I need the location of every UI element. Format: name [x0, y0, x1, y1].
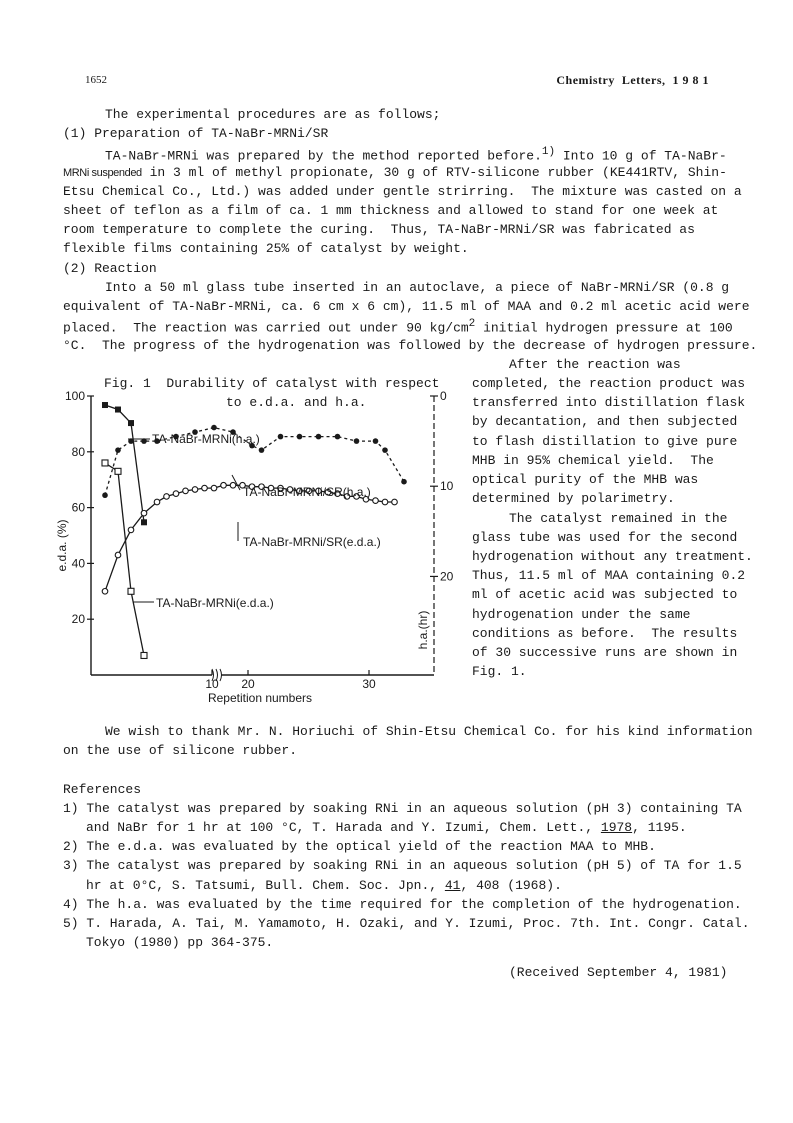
right-col-line: transferred into distillation flask [472, 395, 746, 410]
y-tick-label: 20 [71, 612, 85, 627]
figure-caption-line1: Fig. 1 Durability of catalyst with respect [104, 376, 440, 391]
right-col-line: of 30 successive runs are shown in [472, 645, 738, 660]
right-col-line: After the reaction was [509, 357, 681, 372]
p1-line5: room temperature to complete the curing. Thus, TA-NaBr-MRNi/SR was fabricated as [63, 222, 695, 237]
series-label: TA-NaBr-MRNi(h.a.) [152, 432, 260, 446]
right-col-line: The catalyst remained in the [509, 511, 728, 526]
data-point [354, 438, 360, 444]
data-point [259, 447, 265, 453]
y-tick-label: 100 [64, 389, 85, 403]
series-label: TA-NaBr-MRNi/SR(e.d.a.) [243, 535, 381, 549]
data-point [115, 447, 121, 453]
data-point [154, 499, 160, 505]
reference-2: 2) The e.d.a. was evaluated by the optical yield of the reaction MAA to MHB. [63, 839, 656, 854]
ack-line1: We wish to thank Mr. N. Horiuchi of Shin-Etsu Chemical Co. for his kind information [105, 724, 753, 739]
y-tick-label: 80 [71, 444, 85, 459]
data-point [115, 468, 121, 474]
reference-4: 4) The h.a. was evaluated by the time required for the completion of the hydrogenation. [63, 897, 742, 912]
right-col-line: ml of acetic acid was subjected to [472, 587, 738, 602]
reference-3-line2: hr at 0°C, S. Tatsumi, Bull. Chem. Soc. Jpn., 41, 408 (1968). [86, 878, 562, 893]
y2-axis-label: h.a.(hr) [416, 610, 430, 650]
data-point [211, 485, 217, 491]
reference-5-line2: Tokyo (1980) pp 364-375. [86, 935, 274, 950]
series-line [105, 405, 144, 522]
series-label: TA-NaBr-MRNi(e.d.a.) [156, 596, 274, 610]
right-col-line: optical purity of the MHB was [472, 472, 699, 487]
y-tick-label: 60 [71, 500, 85, 515]
data-point [173, 491, 179, 497]
chart-labels [55, 389, 454, 705]
data-point [373, 498, 379, 504]
reference-3-line1: 3) The catalyst was prepared by soaking RNi in an aqueous solution (pH 5) of TA for 1.5 [63, 858, 742, 873]
data-point [192, 487, 198, 493]
right-col-line: to flash distillation to give pure [472, 434, 738, 449]
data-point [316, 434, 322, 440]
right-col-line: by decantation, and then subjected [472, 414, 738, 429]
ack-line2: on the use of silicone rubber. [63, 743, 298, 758]
series-line [105, 463, 144, 656]
data-point [382, 499, 388, 505]
received-date: (Received September 4, 1981) [509, 965, 728, 980]
data-point [211, 425, 217, 431]
reference-1-line2: and NaBr for 1 hr at 100 °C, T. Harada and Y. Izumi, Chem. Lett., 1978, 1195. [86, 820, 687, 835]
data-point [115, 407, 121, 413]
y2-tick-label: 0 [440, 389, 447, 403]
right-col-line: hydrogenation without any treatment. [472, 549, 753, 564]
data-point [297, 434, 303, 440]
x-tick-label: 20 [241, 677, 255, 691]
data-point [230, 482, 236, 488]
y-tick-label: 40 [71, 556, 85, 571]
y2-tick-label: 10 [440, 479, 454, 494]
data-point [128, 527, 134, 533]
x-axis-label: Repetition numbers [207, 691, 313, 705]
data-point [102, 402, 108, 408]
p1-line4: sheet of teflon as a film of ca. 1 mm thickness and allowed to stand for one week at [63, 203, 719, 218]
p2-line4: °C. The progress of the hydrogenation was followed by the decrease of hydrogen pressure. [63, 338, 758, 353]
reference-1-line1: 1) The catalyst was prepared by soaking RNi in an aqueous solution (pH 3) containing TA [63, 801, 742, 816]
references-heading: References [63, 782, 142, 797]
data-point [401, 479, 407, 485]
data-point [141, 519, 147, 525]
data-point [164, 494, 170, 500]
data-point [335, 434, 341, 440]
right-col-line: completed, the reaction product was [472, 376, 746, 391]
p2-line2: equivalent of TA-NaBr-MRNi, ca. 6 cm x 6 cm), 11.5 ml of MAA and 0.2 ml acetic acid were [63, 299, 750, 314]
intro-line: The experimental procedures are as follows; [105, 107, 441, 122]
y-axis-label: e.d.a. (%) [55, 519, 69, 572]
data-point [128, 420, 134, 426]
x-tick-label: 10 [205, 677, 219, 691]
data-point [382, 447, 388, 453]
durability-chart [40, 385, 460, 715]
data-point [373, 438, 379, 444]
right-col-line: hydrogenation under the same [472, 607, 691, 622]
data-point [221, 482, 227, 488]
right-col-line: MHB in 95% chemical yield. The [472, 453, 714, 468]
right-col-line: determined by polarimetry. [472, 491, 675, 506]
data-point [102, 589, 108, 595]
page-number: 1652 [85, 74, 107, 86]
right-col-line: Thus, 11.5 ml of MAA containing 0.2 [472, 568, 746, 583]
data-point [115, 552, 121, 558]
series-label: TA-NaBr-MRNi/SR(h.a.) [243, 485, 371, 499]
data-point [202, 485, 208, 491]
right-col-line: Fig. 1. [472, 664, 527, 679]
section1-title: (1) Preparation of TA-NaBr-MRNi/SR [63, 126, 329, 141]
right-col-line: conditions as before. The results [472, 626, 738, 641]
section2-title: (2) Reaction [63, 261, 157, 276]
ref-1-superscript: 1) [541, 146, 556, 158]
p2-line1: Into a 50 ml glass tube inserted in an autoclave, a piece of NaBr-MRNi/SR (0.8 g [105, 280, 730, 295]
data-point [183, 488, 189, 494]
p1-line3: Etsu Chemical Co., Ltd.) was added under gentle strirring. The mixture was casted on a [63, 184, 742, 199]
journal-header: Chemistry Letters, 1 9 8 1 [556, 73, 709, 87]
p1-line2: MRNi suspended in 3 ml of methyl propionate, 30 g of RTV-silicone rubber (KE441RTV, Shin- [63, 165, 727, 180]
p1-line1: TA-NaBr-MRNi was prepared by the method reported before.$^{1)}$ Into 10 g of TA-NaBr- [105, 146, 727, 164]
data-point [128, 588, 134, 594]
x-tick-label: 30 [362, 677, 376, 691]
data-point [141, 652, 147, 658]
data-point [102, 460, 108, 466]
p1-line6: flexible films containing 25% of catalyst by weight. [63, 241, 469, 256]
reference-5-line1: 5) T. Harada, A. Tai, M. Yamamoto, H. Ozaki, and Y. Izumi, Proc. 7th. Int. Congr. Catal. [63, 916, 750, 931]
data-point [102, 492, 108, 498]
data-point [141, 510, 147, 516]
figure-caption-line2: to e.d.a. and h.a. [226, 395, 367, 410]
y2-tick-label: 20 [440, 569, 454, 584]
data-point [392, 499, 398, 505]
data-point [278, 434, 284, 440]
p2-line3: placed. The reaction was carried out under 90 $kg/cm^2$ initial hydrogen pressure at 100 [63, 318, 733, 336]
right-col-line: glass tube was used for the second [472, 530, 738, 545]
